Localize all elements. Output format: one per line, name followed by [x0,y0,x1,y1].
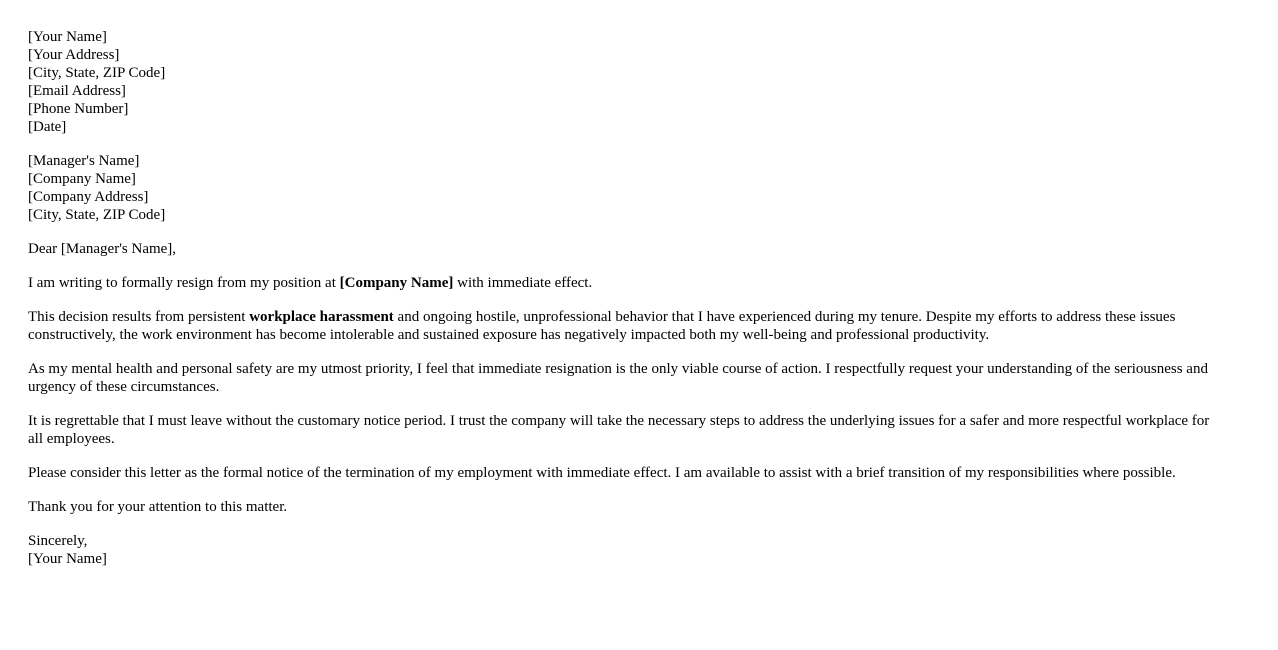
sender-address: [Your Address] [28,47,120,63]
paragraph-thanks: Thank you for your attention to this matter. [28,499,288,515]
recipient-block [28,152,1218,224]
salutation: Dear [Manager's Name], [28,241,177,257]
sender-city-state-zip: [City, State, ZIP Code] [28,65,166,81]
signature-name: [Your Name] [28,551,107,567]
recipient-manager-name: [Manager's Name] [28,153,140,169]
paragraph-reason-text-before: This decision results from persistent [28,309,250,325]
sender-name: [Your Name] [28,29,107,45]
recipient-company-name: [Company Name] [28,171,136,187]
sender-block [28,28,1218,136]
paragraph-notice-period: It is regrettable that I must leave without the customary notice period. I trust the company will take the necessary steps to address the underlying issues for a safer and more respectful workplace for all employees. [28,413,1210,447]
valediction: Sincerely, [28,533,88,549]
paragraph-intent-company-name: [Company Name] [339,275,454,291]
paragraph-wellbeing: As my mental health and personal safety are my utmost priority, I feel that immediate resignation is the only viable course of action. I respectfully request your understanding of the seriousness and urgency of these circumstances. [28,361,1208,395]
paragraph-intent [28,274,1218,292]
resignation-letter [28,28,1218,584]
sender-email: [Email Address] [28,83,126,99]
recipient-city-state-zip: [City, State, ZIP Code] [28,207,166,223]
paragraph-formal-notice: Please consider this letter as the formal notice of the termination of my employment with immediate effect. I am available to assist with a brief transition of my responsibilities where possible. [28,465,1176,481]
recipient-company-address: [Company Address] [28,189,149,205]
paragraph-reason-text-after: and ongoing hostile, unprofessional behavior that I have experienced during my tenure. Despite my efforts to address these issues constructively, the work environment has become intolerable and sustained exposure has negatively impacted both my well-being and professional productivity. [28,309,1176,343]
paragraph-intent-text-after: with immediate effect. [453,275,593,291]
closing-block [28,532,1218,568]
letter-date: [Date] [28,119,67,135]
paragraph-reason-emphasis: workplace harassment [249,309,394,325]
sender-phone: [Phone Number] [28,101,129,117]
paragraph-reason [28,308,1218,344]
paragraph-intent-text-before: I am writing to formally resign from my position at [28,275,340,291]
